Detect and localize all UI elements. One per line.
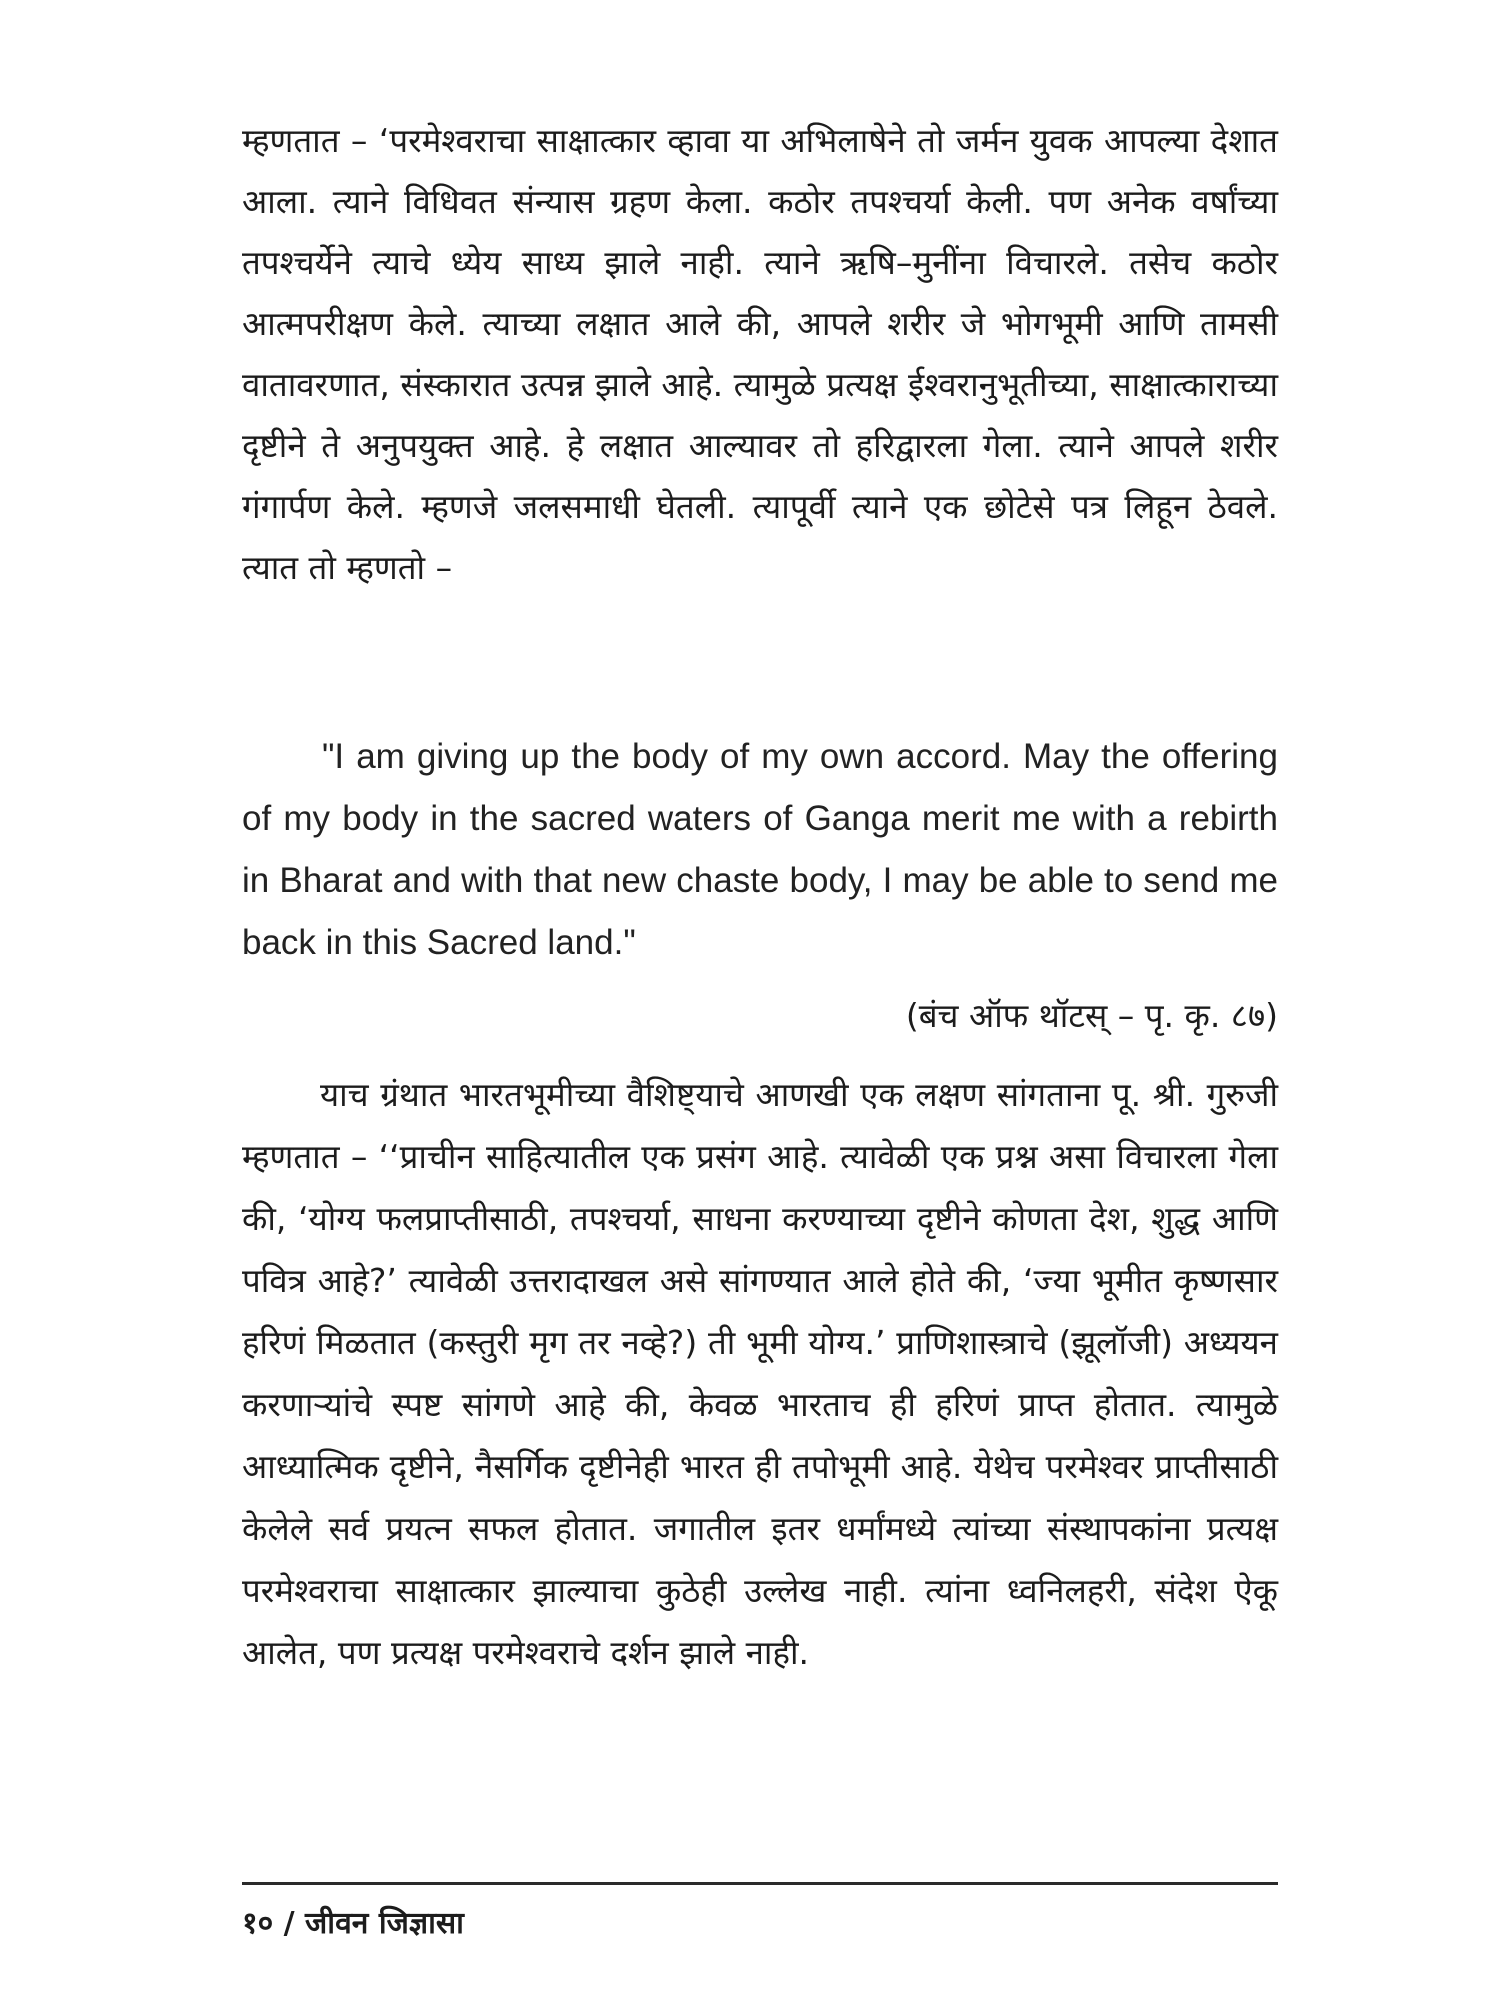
paragraph-2: याच ग्रंथात भारतभूमीच्या वैशिष्ट्याचे आणखी एक लक्षण सांगताना पू. श्री. गुरुजी म्हणतात – ‘‘प्राचीन साहित्यातील एक प्रसंग आहे. त्यावेळी एक प्रश्न असा विचारला गेला की, ‘योग्य फलप्राप्तीसाठी, तपश्चर्या, साधना करण्याच्या दृष्टीने कोणता देश, शुद्ध आणि पवित्र आहे?’ त्यावेळी उत्तरादाखल असे सांगण्यात आले होते की, ‘ज्या भूमीत कृष्णसार हरिणं मिळतात (कस्तुरी मृग तर नव्हे?) ती भूमी योग्य.’ प्राणिशास्त्राचे (झूलॉजी) अध्ययन करणाऱ्यांचे स्पष्ट सांगणे आहे की, केवळ भारताच ही हरिणं प्राप्त होतात. त्यामुळे आध्यात्मिक दृष्टीने, नैसर्गिक दृष्टीनेही भारत ही तपोभूमी आहे. येथेच परमेश्वर प्राप्तीसाठी केलेले सर्व प्रयत्न सफल होतात. जगातील इतर धर्मांमध्ये त्यांच्या संस्थापकांना प्रत्यक्ष परमेश्वराचा साक्षात्कार झाल्याचा कुठेही उल्लेख नाही. त्यांना ध्वनिलहरी, संदेश ऐकू आलेत, पण प्रत्यक्ष परमेश्वराचे दर्शन झाले नाही. — [242, 1075, 1278, 1672]
english-quote: "I am giving up the body of my own accord. May the offering of my body in the sacred waters of Ganga merit me with a rebirth in Bharat and with that new chaste body, I may be able to send me back in this Sacred land." — [242, 737, 1278, 962]
footer-rule — [242, 1882, 1278, 1885]
citation: (बंच ऑफ थॉटस् – पृ. कृ. ८७) — [905, 996, 1278, 1035]
page-footer: १० / जीवन जिज्ञासा — [242, 1906, 464, 1941]
paragraph-1: म्हणतात – ‘परमेश्वराचा साक्षात्कार व्हावा या अभिलाषेने तो जर्मन युवक आपल्या देशात आला. त्याने विधिवत संन्यास ग्रहण केला. कठोर तपश्चर्या केली. पण अनेक वर्षांच्या तपश्चर्येने त्याचे ध्येय साध्य झाले नाही. त्याने ऋषि–मुनींना विचारले. तसेच कठोर आत्मपरीक्षण केले. त्याच्या लक्षात आले की, आपले शरीर जे भोगभूमी आणि तामसी वातावरणात, संस्कारात उत्पन्न झाले आहे. त्यामुळे प्रत्यक्ष ईश्वरानुभूतीच्या, साक्षात्काराच्या दृष्टीने ते अनुपयुक्त आहे. हे लक्षात आल्यावर तो हरिद्वारला गेला. त्याने आपले शरीर गंगार्पण केले. म्हणजे जलसमाधी घेतली. त्यापूर्वी त्याने एक छोटेसे पत्र लिहून ठेवले. त्यात तो म्हणतो – — [242, 121, 1278, 587]
